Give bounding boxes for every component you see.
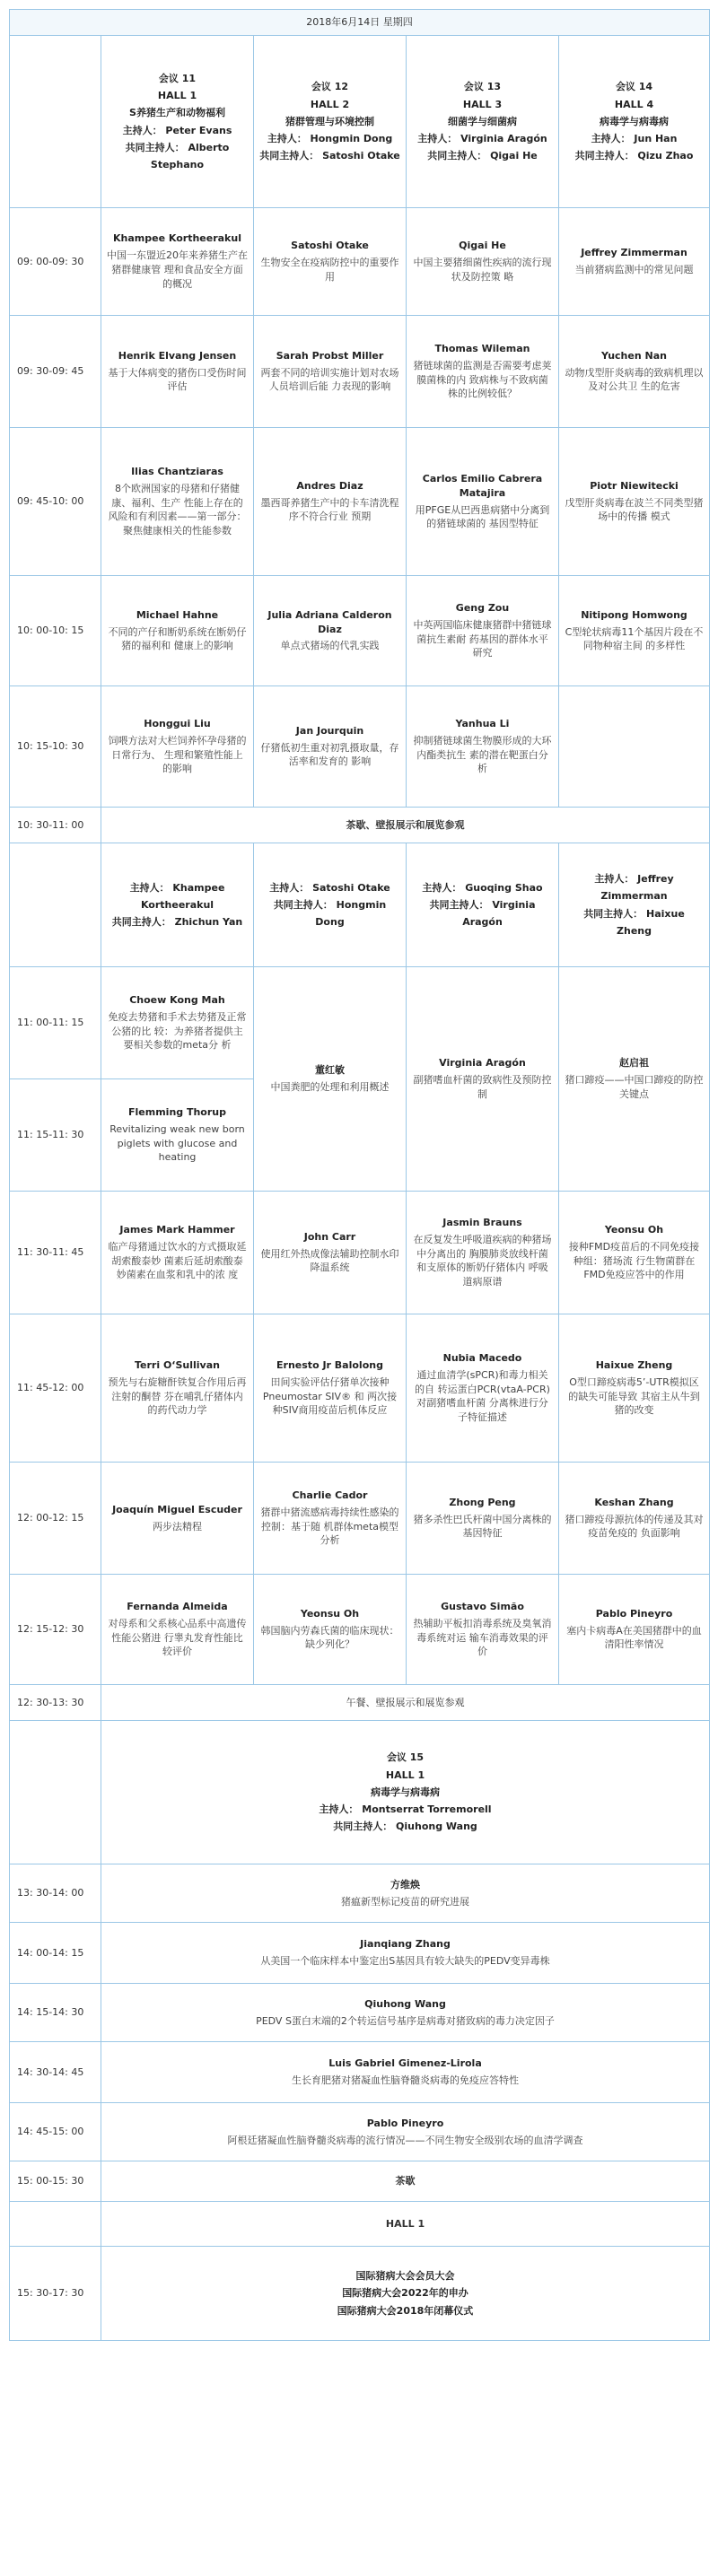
speaker-name: Satoshi Otake <box>291 240 369 252</box>
hall-label: HALL 1 <box>101 2202 710 2247</box>
session-hall: HALL 4 <box>614 98 654 110</box>
time-slot: 09: 00-09: 30 <box>10 208 101 316</box>
talk-row <box>10 1984 710 2042</box>
time-slot: 09: 45-10: 00 <box>10 428 101 576</box>
talk-cell <box>254 316 407 428</box>
talk-cell <box>559 1314 710 1463</box>
break-row <box>10 808 710 843</box>
session-cohost: 共同主持人： Qigai He <box>427 150 538 162</box>
speaker-name: Yeonsu Oh <box>604 1223 664 1236</box>
time-empty <box>10 2202 101 2247</box>
talk-row <box>10 1192 710 1314</box>
talk-cell <box>101 1314 254 1463</box>
speaker-name: Henrik Elvang Jensen <box>118 349 237 362</box>
time-slot: 14: 15-14: 30 <box>10 1984 101 2042</box>
speaker-name: Charlie Cador <box>292 1489 368 1501</box>
talk-cell <box>407 428 559 576</box>
talk-cell <box>254 208 407 316</box>
speaker-name: Haixue Zheng <box>595 1358 673 1371</box>
session-header-row <box>10 36 710 208</box>
time-slot: 13: 30-14: 00 <box>10 1864 101 1923</box>
talk-title: 用PFGE从巴西患病猪中分离到的猪链球菌的 基因型特征 <box>415 503 550 530</box>
talk-cell <box>559 967 710 1192</box>
talk-title: O型口蹄疫病毒5’-UTR模拟区的缺失可能导致 其宿主从牛到猪的改变 <box>568 1375 700 1417</box>
talk-title: 塞内卡病毒A在美国猪群中的血清阳性率情况 <box>566 1624 702 1651</box>
speaker-name: Andres Diaz <box>296 479 363 492</box>
speaker-name: Geng Zou <box>455 601 510 614</box>
talk-cell <box>407 1463 559 1575</box>
speaker-name: Jasmin Brauns <box>442 1216 522 1228</box>
talk-title: 饲喂方法对大栏饲养怀孕母猪的日常行为、 生理和繁殖性能上的影响 <box>108 734 247 775</box>
speaker-name: Qiuhong Wang <box>364 1997 446 2010</box>
session-host: 主持人： Guoqing Shao <box>422 881 543 894</box>
talk-title: 猪瘟新型标记疫苗的研究进展 <box>341 1895 469 1908</box>
talk-title: 基于大体病变的猪伤口受伤时间评估 <box>108 366 247 393</box>
schedule <box>9 9 709 2341</box>
host-cell <box>407 843 559 967</box>
speaker-name: Jianqiang Zhang <box>360 1938 451 1951</box>
break-row <box>10 2161 710 2202</box>
talk-cell <box>101 1192 254 1314</box>
talk-title: 8个欧洲国家的母猪和仔猪健康、福利、生产 性能上存在的风险和有利因素——第一部分： 聚焦健康相关的性能参数 <box>108 482 247 537</box>
talk-title: 韩国脑内劳森氏菌的临床现状：缺少列化？ <box>260 1624 399 1651</box>
talk-title: 单点式猪场的代乳实践 <box>280 640 380 652</box>
talk-cell <box>559 576 710 686</box>
session-hall: HALL 3 <box>462 98 503 110</box>
talk-cell <box>254 1192 407 1314</box>
speaker-name: Virginia Aragón <box>439 1057 526 1070</box>
speaker-name: Jeffrey Zimmerman <box>581 247 687 259</box>
break-label: 茶歇、壁报展示和展览参观 <box>101 808 710 843</box>
talk-title: 中国粪肥的处理和利用概述 <box>270 1081 390 1093</box>
session-id: 会议 12 <box>311 81 349 93</box>
session-title: 病毒学与病毒病 <box>600 115 669 127</box>
talk-title: 生物安全在疫病防控中的重要作用 <box>260 257 399 283</box>
session-host: 主持人： Satoshi Otake <box>269 881 390 894</box>
time-slot: 09: 30-09: 45 <box>10 316 101 428</box>
talk-title: 猪多杀性巴氏杆菌中国分离株的基因特征 <box>413 1513 552 1540</box>
talk-title: C型轮状病毒11个基因片段在不同物种宿主间 的多样性 <box>565 625 704 652</box>
talk-cell <box>559 428 710 576</box>
closing-row <box>10 2247 710 2341</box>
talk-row <box>10 576 710 686</box>
talk-row <box>10 1314 710 1463</box>
talk-title: 戊型肝炎病毒在波兰不同类型猪场中的传播 模式 <box>565 496 704 523</box>
time-slot: 12: 30-13: 30 <box>10 1685 101 1721</box>
talk-cell <box>101 2042 710 2103</box>
talk-title: 在反复发生呼吸道疾病的种猪场中分离出的 胸膜肺炎放线杆菌和支原体的断奶仔猪体内 呼吸道病原谱 <box>413 1233 552 1288</box>
talk-title: 两步法精程 <box>153 1520 202 1533</box>
talk-row <box>10 2042 710 2103</box>
closing-cell <box>101 2247 710 2341</box>
session-12 <box>254 36 407 208</box>
time-slot: 10: 00-10: 15 <box>10 576 101 686</box>
speaker-name: Ilias Chantziaras <box>131 465 223 477</box>
talk-title: 田间实验评估仔猪单次接种Pneumostar SIV® 和 两次接种SIV商用疫苗后机体反应 <box>262 1375 398 1417</box>
time-slot: 10: 30-11: 00 <box>10 808 101 843</box>
session-host: 主持人： Hongmin Dong <box>267 133 393 145</box>
talk-title: 中英两国临床健康猪群中猪链球菌抗生素耐 药基因的群体水平研究 <box>413 618 552 659</box>
session-cohost: 共同主持人： Haixue Zheng <box>583 907 685 937</box>
time-slot: 14: 00-14: 15 <box>10 1923 101 1984</box>
speaker-name: James Mark Hammer <box>119 1223 235 1236</box>
time-slot: 12: 00-12: 15 <box>10 1463 101 1575</box>
session-hall: HALL 1 <box>157 90 197 101</box>
break-row <box>10 1685 710 1721</box>
talk-cell <box>559 1192 710 1314</box>
talk-cell <box>101 428 254 576</box>
session-id: 会议 11 <box>158 72 197 84</box>
session-title: 病毒学与病毒病 <box>371 1786 440 1798</box>
talk-cell <box>254 1575 407 1685</box>
talk-title: 两套不同的培训实施计划对农场人员培训后能 力表现的影响 <box>260 366 399 393</box>
date-row <box>10 10 710 36</box>
talk-cell <box>407 1575 559 1685</box>
speaker-name: Choew Kong Mah <box>129 993 225 1006</box>
talk-row <box>10 686 710 808</box>
host-cell <box>559 843 710 967</box>
time-slot: 12: 15-12: 30 <box>10 1575 101 1685</box>
talk-row <box>10 316 710 428</box>
speaker-name: Michael Hahne <box>136 608 219 621</box>
break-label: 茶歇 <box>101 2161 710 2202</box>
break-label: 午餐、壁报展示和展览参观 <box>101 1685 710 1721</box>
talk-cell <box>407 316 559 428</box>
talk-cell <box>254 576 407 686</box>
time-empty <box>10 36 101 208</box>
session15-header-row <box>10 1721 710 1864</box>
speaker-name: Yanhua Li <box>455 717 510 729</box>
speaker-name: Jan Jourquin <box>295 724 364 737</box>
speaker-name: Thomas Wileman <box>434 342 530 354</box>
talk-cell <box>101 208 254 316</box>
talk-title: 猪口蹄疫——中国口蹄疫的防控关键点 <box>565 1074 704 1100</box>
time-slot: 10: 15-10: 30 <box>10 686 101 808</box>
talk-title: 仔猪低初生重对初乳摄取量，存活率和发育的 影响 <box>260 741 399 768</box>
speaker-name: Khampee Kortheerakul <box>113 232 241 245</box>
talk-title: 使用红外热成像法辅助控制水印降温系统 <box>260 1247 399 1274</box>
session-11 <box>101 36 254 208</box>
talk-title: 从美国一个临床样本中鉴定出S基因具有较大缺失的PEDV变异毒株 <box>260 1955 550 1967</box>
speaker-name: Terri O‘Sullivan <box>135 1358 220 1371</box>
talk-title: 临产母猪通过饮水的方式摄取延胡索酸泰妙 菌素后延胡索酸泰妙菌素在血浆和乳中的浓 度 <box>108 1240 247 1281</box>
talk-title: 当前猪病监测中的常见问题 <box>574 264 694 275</box>
closing-item: 国际猪病大会2022年的申办 <box>342 2287 468 2300</box>
time-empty <box>10 843 101 967</box>
host-row <box>10 843 710 967</box>
talk-title: 对母系和父系核心品系中高遗传性能公猪进 行睾丸发育性能比较评价 <box>108 1617 247 1658</box>
talk-cell <box>254 967 407 1192</box>
speaker-name: 赵启祖 <box>619 1057 649 1070</box>
session-cohost: 共同主持人： Zhichun Yan <box>111 916 243 929</box>
talk-cell <box>559 1463 710 1575</box>
speaker-name: Flemming Thorup <box>128 1105 226 1118</box>
talk-cell <box>254 1463 407 1575</box>
speaker-name: Qigai He <box>459 240 506 252</box>
talk-row <box>10 2103 710 2161</box>
session-title: 猪群管理与环境控制 <box>285 115 374 127</box>
talk-row <box>10 1923 710 1984</box>
talk-title: Revitalizing weak new born piglets with glucose and heating <box>109 1122 245 1164</box>
talk-cell <box>559 316 710 428</box>
speaker-name: Joaquín Miguel Escuder <box>112 1503 242 1515</box>
talk-title: 接种FMD疫苗后的不同免疫接种组：猪场流 行生物菌群在FMD免疫应答中的作用 <box>568 1240 700 1281</box>
talk-cell <box>101 967 254 1079</box>
talk-cell <box>407 1192 559 1314</box>
session-id: 会议 14 <box>615 81 653 93</box>
session-host: 主持人： Khampee Kortheerakul <box>129 881 225 911</box>
session-15 <box>101 1721 710 1864</box>
talk-title: 中国一东盟近20年来养猪生产在猪群健康管 理和食品安全方面的概况 <box>107 249 248 290</box>
session-host: 主持人： Peter Evans <box>122 124 232 136</box>
speaker-name: Piotr Niewitecki <box>590 479 679 492</box>
talk-title: 抑制猪链球菌生物膜形成的大环内酯类抗生 素的潜在靶蛋白分析 <box>413 734 552 775</box>
session-id: 会议 15 <box>386 1751 425 1764</box>
talk-cell <box>101 2103 710 2161</box>
session-cohost: 共同主持人： Virginia Aragón <box>429 898 536 929</box>
talk-title: 通过血清学(sPCR)和毒力相关的自 转运蛋白PCR(vtaA-PCR)对副猪嗜血杆菌 分离株进行分子特征描述 <box>415 1368 550 1424</box>
talk-cell <box>101 1864 710 1923</box>
session-title: 细菌学与细菌病 <box>448 115 517 127</box>
session-13 <box>407 36 559 208</box>
time-slot: 14: 30-14: 45 <box>10 2042 101 2103</box>
speaker-name: Zhong Peng <box>449 1496 516 1508</box>
speaker-name: Pablo Pineyro <box>366 2117 444 2129</box>
talk-title: 猪口蹄疫母源抗体的传递及其对疫苗免疫的 负面影响 <box>565 1513 704 1540</box>
speaker-name: Gustavo Simão <box>441 1600 524 1612</box>
talk-row <box>10 1864 710 1923</box>
time-slot: 14: 45-15: 00 <box>10 2103 101 2161</box>
talk-cell <box>407 1314 559 1463</box>
talk-cell <box>101 316 254 428</box>
hall-row <box>10 2202 710 2247</box>
talk-title: 猪链球菌的监测是否需要考虑荚膜菌株的内 致病株与不致病菌株的比例较低？ <box>413 359 552 400</box>
talk-cell <box>101 1463 254 1575</box>
session-host: 主持人： Montserrat Torremorell <box>319 1803 492 1816</box>
talk-title: 阿根廷猪凝血性脑脊髓炎病毒的流行情况——不同生物安全级别农场的血清学调查 <box>227 2134 583 2146</box>
talk-cell <box>101 1079 254 1192</box>
talk-cell <box>559 1575 710 1685</box>
talk-title: 不同的产仔和断奶系统在断奶仔猪的福利和 健康上的影响 <box>108 625 247 652</box>
session-hall: HALL 2 <box>310 98 350 110</box>
talk-title: 免疫去势猪和手术去势猪及正常公猪的比 较：为养猪者提供主要相关参数的meta分 析 <box>108 1010 247 1052</box>
talk-cell <box>559 208 710 316</box>
session-host: 主持人： Jeffrey Zimmerman <box>594 873 674 903</box>
speaker-name: 董红敏 <box>315 1064 345 1077</box>
talk-title: 中国主要猪细菌性疾病的流行现状及防控策 略 <box>413 257 552 283</box>
talk-row <box>10 1463 710 1575</box>
speaker-name: Pablo Pineyro <box>595 1607 673 1620</box>
time-slot: 11: 15-11: 30 <box>10 1079 101 1192</box>
time-slot: 11: 00-11: 15 <box>10 967 101 1079</box>
session-id: 会议 13 <box>463 81 502 93</box>
session-cohost: 共同主持人： Hongmin Dong <box>273 898 387 929</box>
talk-cell <box>101 686 254 808</box>
talk-cell <box>101 1984 710 2042</box>
speaker-name: Nitipong Homwong <box>581 608 687 621</box>
session-cohost: 共同主持人： Satoshi Otake <box>259 150 400 162</box>
time-empty <box>10 1721 101 1864</box>
talk-cell <box>407 576 559 686</box>
speaker-name: Nubia Macedo <box>442 1351 522 1364</box>
speaker-name: Sarah Probst Miller <box>276 349 384 362</box>
speaker-name: Luis Gabriel Gimenez-Lirola <box>328 2057 482 2070</box>
speaker-name: John Carr <box>303 1230 356 1243</box>
closing-item: 国际猪病大会2018年闭幕仪式 <box>337 2304 474 2317</box>
talk-title: 猪群中猪流感病毒持续性感染的控制：基于随 机群体meta模型分析 <box>260 1506 399 1547</box>
time-slot: 15: 00-15: 30 <box>10 2161 101 2202</box>
talk-cell <box>101 1923 710 1984</box>
session-title: S养猪生产和动物福利 <box>129 107 225 119</box>
session-host: 主持人： Virginia Aragón <box>417 133 547 145</box>
talk-title: 生长育肥猪对猪凝血性脑脊髓炎病毒的免疫应答特性 <box>292 2074 519 2086</box>
talk-title: 动物戊型肝炎病毒的致病机理以及对公共卫 生的危害 <box>565 366 704 393</box>
talk-title: 热辅助平板扣消毒系统及臭氧消毒系统对运 输车消毒效果的评价 <box>413 1617 552 1658</box>
speaker-name: Julia Adriana Calderon Diaz <box>267 608 392 635</box>
date-header: 2018年6月14日 星期四 <box>10 10 710 36</box>
host-cell <box>101 843 254 967</box>
talk-row <box>10 1575 710 1685</box>
speaker-name: Carlos Emilio Cabrera Matajira <box>422 472 543 499</box>
talk-cell <box>101 576 254 686</box>
talk-cell <box>559 686 710 808</box>
speaker-name: Keshan Zhang <box>594 1496 674 1508</box>
session-cohost: 共同主持人： Qizu Zhao <box>574 150 694 162</box>
talk-title: 墨西哥养猪生产中的卡车清洗程序不符合行业 预期 <box>260 496 399 523</box>
schedule-table <box>9 9 710 2341</box>
talk-cell <box>254 1314 407 1463</box>
time-slot: 15: 30-17: 30 <box>10 2247 101 2341</box>
talk-cell <box>101 1575 254 1685</box>
talk-row <box>10 967 710 1079</box>
time-slot: 11: 30-11: 45 <box>10 1192 101 1314</box>
session-cohost: 共同主持人： Qiuhong Wang <box>333 1821 477 1833</box>
speaker-name: 方维焕 <box>390 1878 420 1891</box>
speaker-name: Fernanda Almeida <box>127 1600 228 1612</box>
talk-title: 副猪嗜血杆菌的致病性及预防控制 <box>413 1074 552 1100</box>
session-host: 主持人： Jun Han <box>591 133 678 145</box>
speaker-name: Yeonsu Oh <box>300 1607 360 1620</box>
host-cell <box>254 843 407 967</box>
talk-cell <box>407 967 559 1192</box>
talk-row <box>10 208 710 316</box>
speaker-name: Ernesto Jr Balolong <box>276 1358 383 1371</box>
talk-cell <box>254 428 407 576</box>
speaker-name: Yuchen Nan <box>601 349 667 362</box>
talk-cell <box>407 208 559 316</box>
session-cohost: 共同主持人： Alberto Stephano <box>125 141 230 170</box>
time-slot: 11: 45-12: 00 <box>10 1314 101 1463</box>
talk-cell <box>407 686 559 808</box>
speaker-name: Honggui Liu <box>144 717 211 729</box>
talk-title: 预先与右旋糖酐铁复合作用后再注射的酮替 芬在哺乳仔猪体内的药代动力学 <box>108 1375 247 1417</box>
talk-title: PEDV S蛋白末端的2个转运信号基序是病毒对猪致病的毒力决定因子 <box>256 2014 555 2027</box>
talk-cell <box>254 686 407 808</box>
closing-item: 国际猪病大会会员大会 <box>355 2270 455 2283</box>
session-14 <box>559 36 710 208</box>
talk-row <box>10 428 710 576</box>
session-hall: HALL 1 <box>385 1768 425 1781</box>
